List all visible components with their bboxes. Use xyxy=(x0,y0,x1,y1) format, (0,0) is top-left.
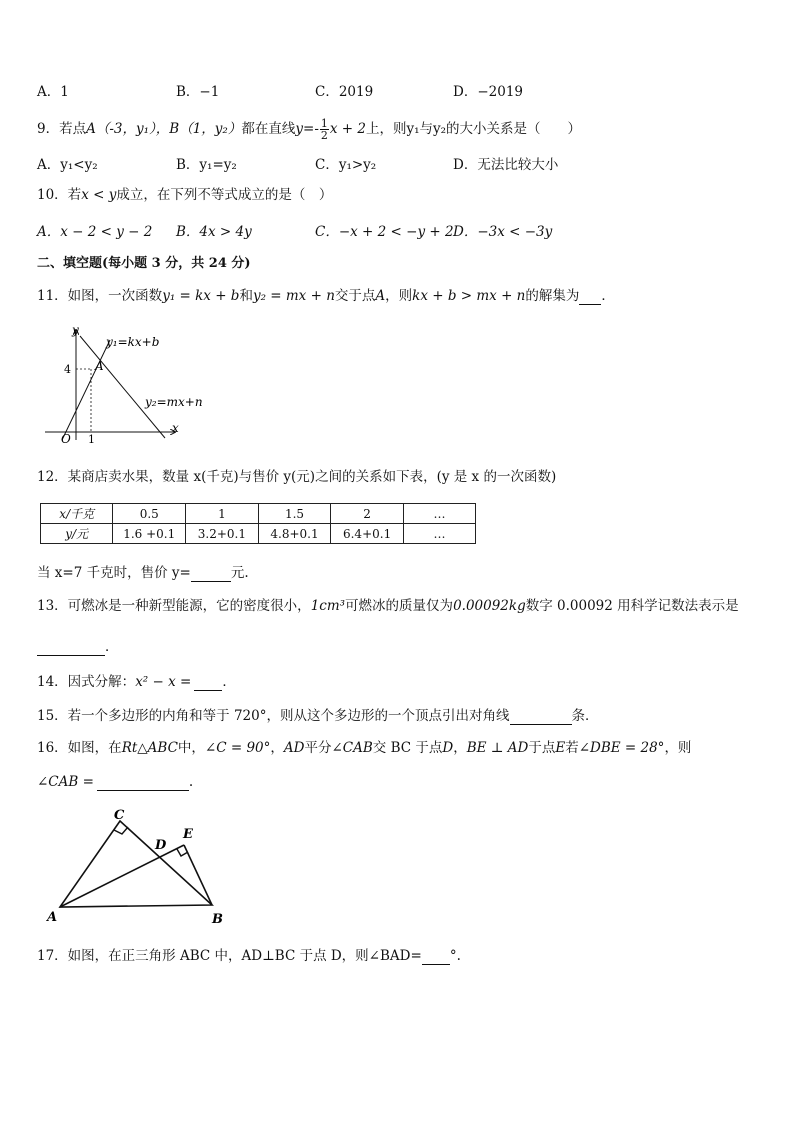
table-row: x/千克 0.5 1 1.5 2 … xyxy=(41,504,476,524)
q12-followup: 当 x=7 千克时，售价 y= 元. xyxy=(37,565,249,581)
q13-answer-blank xyxy=(37,637,105,656)
q12-value-table xyxy=(40,503,476,544)
table-row: y/元 1.6 +0.1 3.2+0.1 4.8+0.1 6.4+0.1 … xyxy=(41,524,476,544)
vertex-b-label: B xyxy=(212,912,223,927)
q10-option-b: B．4x > 4y xyxy=(176,224,252,240)
section-2-title: 二、填空题(每小题 3 分，共 24 分) xyxy=(37,256,251,271)
fraction-one-half: $\frac{1}{2}$ xyxy=(320,117,328,142)
question-10: 10．若x < y成立，在下列不等式成立的是（ ） xyxy=(37,187,333,203)
q10-option-a: A．x − 2 < y − 2 xyxy=(37,224,153,240)
graph-tick-y: 4 xyxy=(64,363,71,376)
question-16: 16．如图，在Rt△ABC中，∠C = 90°，AD平分∠CAB交 BC 于点D，BE ⊥ AD于点E若∠DBE = 28°，则 xyxy=(37,740,692,756)
graph-line2-label: y₂=mx+n xyxy=(145,395,203,409)
graph-y-label: y xyxy=(72,323,79,337)
q16-triangle-figure xyxy=(42,805,232,925)
graph-line1-label: y₁=kx+b xyxy=(106,335,160,349)
question-13: 13．可燃冰是一种新型能源，它的密度很小，1cm³可燃冰的质量仅为0.00092kg数字 0.00092 用科学记数法表示是 xyxy=(37,598,739,614)
graph-origin-label: O xyxy=(61,432,71,446)
q8-option-c: C．2019 xyxy=(315,84,374,100)
q9-option-c: C．y₁>y₂ xyxy=(315,157,377,173)
q14-answer-blank xyxy=(194,672,222,691)
q10-option-d: D．−3x < −3y xyxy=(453,224,553,240)
q11-graph xyxy=(40,322,203,447)
q17-answer-blank xyxy=(422,946,450,965)
q16-answer-blank xyxy=(97,772,189,791)
graph-point-label: A xyxy=(95,359,104,373)
q16-answer-line: ∠CAB = . xyxy=(37,774,194,790)
q11-answer-blank xyxy=(579,286,601,305)
segment-ae xyxy=(60,845,184,907)
q15-answer-blank xyxy=(510,706,572,725)
q12-answer-blank xyxy=(191,563,231,582)
vertex-a-label: A xyxy=(47,910,58,925)
q9-option-a: A．y₁<y₂ xyxy=(37,157,98,173)
vertex-c-label: C xyxy=(114,808,125,823)
graph-x-label: x xyxy=(172,421,179,435)
question-9: 9．若点A（-3，y₁），B（1，y₂）都在直线y=- $\frac{1}{2}$ x + 2上，则y₁与y₂的大小关系是（ ） xyxy=(37,117,582,142)
point-e-label: E xyxy=(183,827,193,842)
graph-tick-x: 1 xyxy=(88,433,95,446)
q8-option-b: B．−1 xyxy=(176,84,220,100)
question-14: 14．因式分解：x² − x = ． xyxy=(37,674,236,690)
question-17: 17．如图，在正三角形 ABC 中，AD⊥BC 于点 D，则∠BAD= °. xyxy=(37,948,461,964)
q10-option-c: C．−x + 2 < −y + 2 xyxy=(315,224,454,240)
q9-option-d: D．无法比较大小 xyxy=(453,157,559,173)
point-d-label: D xyxy=(155,838,167,853)
segment-be xyxy=(184,845,212,905)
question-15: 15．若一个多边形的内角和等于 720°，则从这个多边形的一个顶点引出对角线 条． xyxy=(37,708,599,724)
question-11: 11．如图，一次函数y₁ = kx + b和y₂ = mx + n交于点A，则kx + b > mx + n的解集为 ． xyxy=(37,288,615,304)
q8-option-a: A．1 xyxy=(37,84,69,100)
q8-option-d: D．−2019 xyxy=(453,84,523,100)
q9-option-b: B．y₁=y₂ xyxy=(176,157,237,173)
line-y2 xyxy=(80,336,165,438)
q13-answer-line: ． xyxy=(37,637,119,656)
line-y1 xyxy=(62,340,110,440)
question-12: 12．某商店卖水果，数量 x(千克)与售价 y(元)之间的关系如下表，(y 是 x 的一次函数) xyxy=(37,469,557,485)
right-angle-mark-c xyxy=(114,827,128,834)
